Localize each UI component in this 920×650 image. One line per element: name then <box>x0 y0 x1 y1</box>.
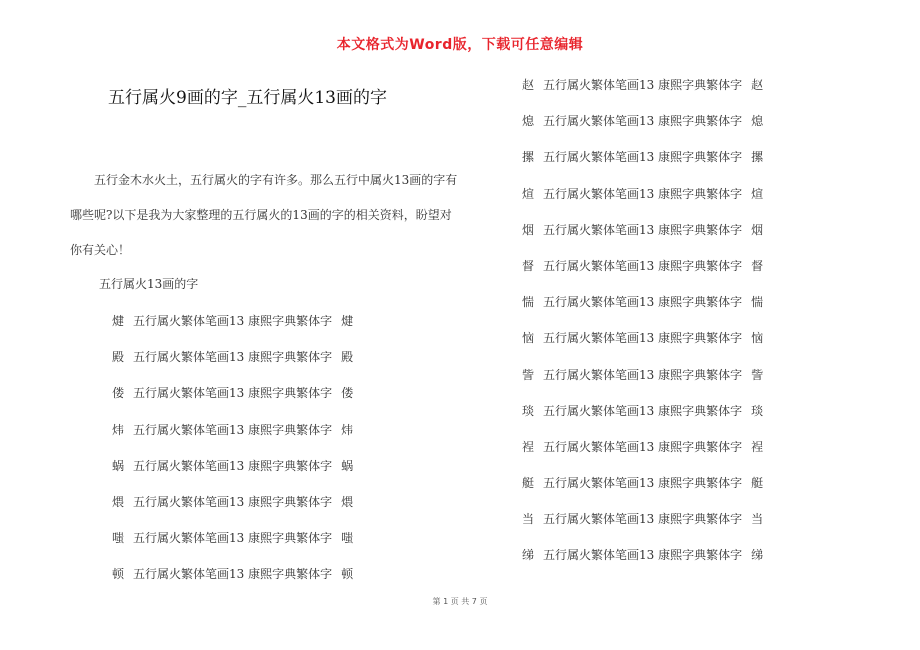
entry-char-repeat: 艇 <box>751 476 764 491</box>
entry-char-repeat: 琰 <box>751 403 764 418</box>
entry-desc: 五行属火繁体笔画13 康熙字典繁体字 <box>543 512 743 527</box>
entry-char: 煨 <box>112 494 125 509</box>
entry-char-repeat: 偻 <box>341 386 354 401</box>
entry-char: 烟 <box>522 222 535 237</box>
character-entry <box>522 365 763 401</box>
intro-paragraph <box>70 163 460 268</box>
character-entry <box>112 456 353 492</box>
character-list-left <box>112 311 353 601</box>
entry-char-repeat: 当 <box>751 512 764 527</box>
entry-desc: 五行属火繁体笔画13 康熙字典繁体字 <box>543 548 743 563</box>
entry-char: 蜗 <box>112 458 125 473</box>
character-entry <box>112 347 353 383</box>
entry-char: 炜 <box>112 422 125 437</box>
character-entry <box>522 111 763 147</box>
entry-char-repeat: 顿 <box>341 567 354 582</box>
page-number: 第 1 页 共 7 页 <box>432 597 488 606</box>
entry-char-repeat: 惴 <box>751 295 764 310</box>
entry-char: 顿 <box>112 567 125 582</box>
entry-char: 熄 <box>522 114 535 129</box>
character-entry <box>522 184 763 220</box>
character-entry <box>522 292 763 328</box>
character-entry <box>522 545 763 581</box>
character-list-right <box>522 75 763 582</box>
entry-char-repeat: 殿 <box>341 350 354 365</box>
character-entry <box>112 492 353 528</box>
character-entry <box>522 147 763 183</box>
entry-char-repeat: 訾 <box>751 367 764 382</box>
entry-desc: 五行属火繁体笔画13 康熙字典繁体字 <box>133 458 333 473</box>
character-entry <box>522 473 763 509</box>
entry-char-repeat: 炜 <box>341 422 354 437</box>
entry-char: 督 <box>522 258 535 273</box>
entry-desc: 五行属火繁体笔画13 康熙字典繁体字 <box>543 78 743 92</box>
entry-char: 嗤 <box>112 531 125 546</box>
entry-desc: 五行属火繁体笔画13 康熙字典繁体字 <box>543 114 743 129</box>
entry-desc: 五行属火繁体笔画13 康熙字典繁体字 <box>543 439 743 454</box>
character-entry <box>522 75 763 111</box>
character-entry <box>522 509 763 545</box>
entry-char: 琰 <box>522 403 535 418</box>
download-banner: 本文格式为Word版，下载可任意编辑 <box>336 37 584 53</box>
entry-char: 当 <box>522 512 535 527</box>
entry-char-repeat: 烟 <box>751 222 764 237</box>
entry-char: 煊 <box>522 186 535 201</box>
entry-desc: 五行属火繁体笔画13 康熙字典繁体字 <box>543 295 743 310</box>
entry-desc: 五行属火繁体笔画13 康熙字典繁体字 <box>133 422 333 437</box>
entry-desc: 五行属火繁体笔画13 康熙字典繁体字 <box>543 476 743 491</box>
entry-char-repeat: 煡 <box>341 314 354 328</box>
entry-char-repeat: 恼 <box>751 331 764 346</box>
entry-desc: 五行属火繁体笔画13 康熙字典繁体字 <box>543 367 743 382</box>
entry-char-repeat: 嗤 <box>341 531 354 546</box>
entry-char-repeat: 煨 <box>341 494 354 509</box>
entry-char: 煡 <box>112 314 125 328</box>
character-entry <box>522 401 763 437</box>
entry-desc: 五行属火繁体笔画13 康熙字典繁体字 <box>543 222 743 237</box>
entry-desc: 五行属火繁体笔画13 康熙字典繁体字 <box>133 350 333 365</box>
entry-char-repeat: 熄 <box>751 114 764 129</box>
entry-char: 恼 <box>522 331 535 346</box>
entry-char-repeat: 绨 <box>751 548 764 563</box>
character-entry <box>112 383 353 419</box>
entry-char-repeat: 督 <box>751 258 764 273</box>
character-entry <box>522 437 763 473</box>
entry-char: 赵 <box>522 78 535 92</box>
intro-text: 五行金木水火土，五行属火的字有许多。那么五行中属火13画的字有哪些呢?以下是我为大家整理的五行属火的13画的字的相关资料，盼望对你有关心！ <box>70 173 458 257</box>
character-entry <box>112 311 353 347</box>
entry-char: 摞 <box>522 150 535 165</box>
entry-char: 殿 <box>112 350 125 365</box>
entry-char-repeat: 赵 <box>751 78 764 92</box>
entry-char-repeat: 蜗 <box>341 458 354 473</box>
entry-char: 绨 <box>522 548 535 563</box>
entry-desc: 五行属火繁体笔画13 康熙字典繁体字 <box>133 531 333 546</box>
entry-char: 訾 <box>522 367 535 382</box>
entry-char: 偻 <box>112 386 125 401</box>
entry-desc: 五行属火繁体笔画13 康熙字典繁体字 <box>133 386 333 401</box>
entry-char-repeat: 煊 <box>751 186 764 201</box>
entry-char: 艇 <box>522 476 535 491</box>
character-entry <box>112 528 353 564</box>
character-entry <box>522 328 763 364</box>
character-entry <box>522 220 763 256</box>
entry-desc: 五行属火繁体笔画13 康熙字典繁体字 <box>543 186 743 201</box>
entry-desc: 五行属火繁体笔画13 康熙字典繁体字 <box>133 494 333 509</box>
section-heading: 五行属火13画的字 <box>99 277 199 291</box>
entry-desc: 五行属火繁体笔画13 康熙字典繁体字 <box>543 331 743 346</box>
entry-char: 惴 <box>522 295 535 310</box>
entry-char-repeat: 裎 <box>751 439 764 454</box>
entry-desc: 五行属火繁体笔画13 康熙字典繁体字 <box>543 150 743 165</box>
document-title: 五行属火9画的字_五行属火13画的字 <box>108 88 387 108</box>
entry-desc: 五行属火繁体笔画13 康熙字典繁体字 <box>543 403 743 418</box>
entry-desc: 五行属火繁体笔画13 康熙字典繁体字 <box>543 258 743 273</box>
entry-desc: 五行属火繁体笔画13 康熙字典繁体字 <box>133 567 333 582</box>
entry-char-repeat: 摞 <box>751 150 764 165</box>
entry-desc: 五行属火繁体笔画13 康熙字典繁体字 <box>133 314 333 328</box>
entry-char: 裎 <box>522 439 535 454</box>
character-entry <box>522 256 763 292</box>
character-entry <box>112 420 353 456</box>
